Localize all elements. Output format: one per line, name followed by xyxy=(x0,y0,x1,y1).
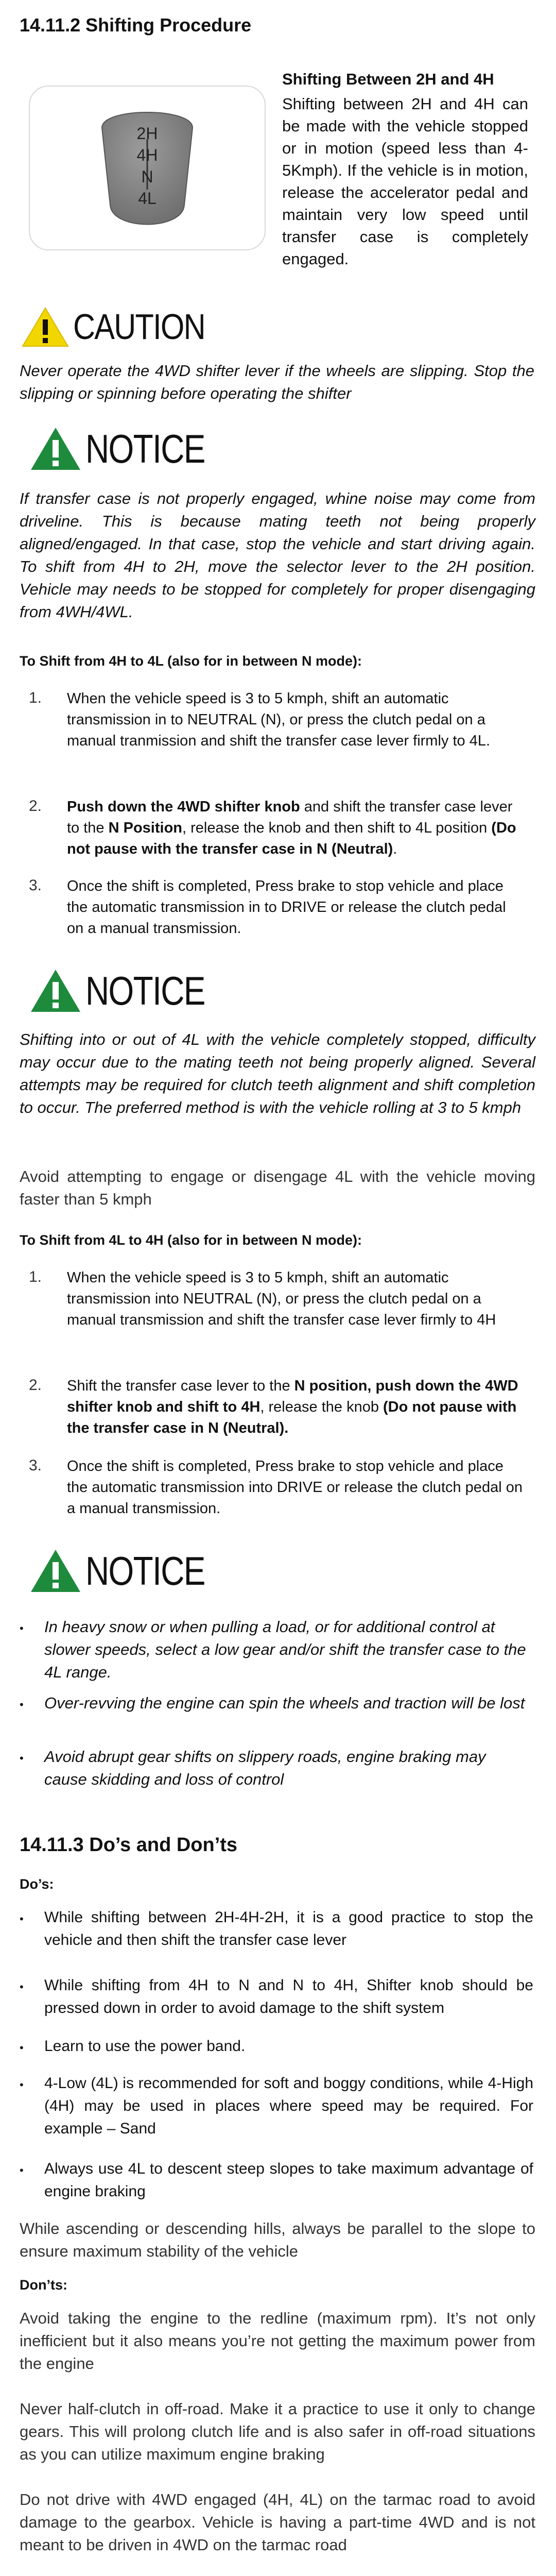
step-bold: (Do not pause with the transfer case in N (Neutral) xyxy=(67,820,516,857)
step-text: Push down the 4WD shifter knob and shift the transfer case lever to the N Position, release the knob and then shift to 4L position (Do not pause with the transfer case in N (Neutral). xyxy=(67,799,516,857)
step-number: 3. xyxy=(29,1457,42,1474)
step-number: 2. xyxy=(29,1377,42,1394)
shifter-label: 2H xyxy=(136,124,158,143)
step-number: 1. xyxy=(29,1268,42,1285)
step-bold: N Position xyxy=(108,820,183,836)
shifter-label: 4H xyxy=(136,146,158,164)
notice-warning-icon xyxy=(29,426,82,472)
dos-item: Learn to use the power band. xyxy=(44,2038,246,2055)
shifter-illustration xyxy=(29,86,266,250)
step-text: Once the shift is completed, Press brake to stop vehicle and place the automatic transmission in to DRIVE or release the clutch pedal on a manual transmission. xyxy=(67,878,506,937)
bullet-icon: • xyxy=(20,1698,24,1711)
step-bold: Push down the 4WD shifter knob xyxy=(67,799,300,815)
step-number: 1. xyxy=(29,689,42,706)
dos-item: While shifting from 4H to N and N to 4H, Shifter knob should be pressed down in order to avoid damage to the shift system xyxy=(44,1977,533,2016)
caution-heading xyxy=(21,306,70,351)
step-bold: (Do not pause with the transfer case in N (Neutral). xyxy=(67,1399,517,1436)
notice-word: NOTICE xyxy=(85,426,205,471)
shifter-label: N xyxy=(141,167,153,186)
step-text: Shift the transfer case lever to the N position, push down the 4WD shifter knob and shift to 4H, release the knob (Do not pause with the transfer case in N (Neutral). xyxy=(67,1378,518,1436)
sidebar-title: Shifting Between 2H and 4H xyxy=(282,70,494,88)
donts-heading: Don’ts: xyxy=(20,2277,67,2293)
bullet-icon: • xyxy=(20,2164,24,2177)
donts-para: Never half-clutch in off-road. Make it a practice to use it only to change gears. This will prolong clutch life and is also safer in off-road situations as you can utilize maximum engine braking xyxy=(20,2400,535,2463)
donts-para: Do not drive with 4WD engaged (4H, 4L) on the tarmac road to avoid damage to the gearbox. Vehicle is having a part-time 4WD and is not meant to be driven in 4WD on the tarmac road xyxy=(20,2490,535,2554)
bullet-icon: • xyxy=(20,2078,24,2091)
bullet-icon: • xyxy=(20,1912,24,1925)
bullet-icon: • xyxy=(20,1980,24,1993)
notice-warning-icon xyxy=(29,1548,82,1594)
notice-text: If transfer case is not properly engaged, whine noise may come from driveline. This is because mating teeth not being properly aligned/engaged. In that case, stop the vehicle and start driving again. To shift from 4H to 2H, move the selector lever to the 2H position. Vehicle may needs to be stopped for completely for proper disengaging from 4WH/4WL. xyxy=(20,489,535,621)
bullet-icon: • xyxy=(20,1752,24,1765)
dos-donts-title: 14.11.3 Do’s and Don’ts xyxy=(20,1834,238,1856)
shifter-label: 4L xyxy=(138,189,157,208)
bullet-icon: • xyxy=(20,2041,24,2054)
step-bold: N position, push down the 4WD shifter knob and shift to 4H xyxy=(67,1378,518,1415)
caution-triangle-icon xyxy=(21,306,70,348)
step-text: When the vehicle speed is 3 to 5 kmph, shift an automatic transmission into NEUTRAL (N), or press the clutch pedal on a manual transmission and shift the transfer case lever firmly to 4H xyxy=(67,1269,496,1328)
subheading-4h-to-4l: To Shift from 4H to 4L (also for in between N mode): xyxy=(20,653,362,669)
notice-text: Shifting into or out of 4L with the vehicle completely stopped, difficulty may occur due to the mating teeth not being properly aligned. Several attempts may be required for clutch teeth alignment and shift completion to occur. The preferred method is with the vehicle rolling at 3 to 5 kmph xyxy=(20,1030,535,1116)
notice-plain-text: Avoid attempting to engage or disengage 4L with the vehicle moving faster than 5 kmph xyxy=(20,1167,535,1208)
caution-text: Never operate the 4WD shifter lever if the wheels are slipping. Stop the slipping or spinning before operating the shifter xyxy=(20,362,534,402)
notice-warning-icon xyxy=(29,968,82,1014)
notice-bullet: Over-revving the engine can spin the wheels and traction will be lost xyxy=(44,1694,525,1712)
notice-word: NOTICE xyxy=(85,1548,205,1594)
step-text: When the vehicle speed is 3 to 5 kmph, shift an automatic transmission in to NEUTRAL (N), or press the clutch pedal on a manual tranmission and shift the transfer case lever firmly to 4L. xyxy=(67,690,491,749)
dos-item: 4-Low (4L) is recommended for soft and boggy conditions, while 4-High (4H) may be used in places where speed may be required. For example – Sand xyxy=(44,2075,533,2137)
notice-bullet: In heavy snow or when pulling a load, or for additional control at slower speeds, select a low gear and/or shift the transfer case to the 4L range. xyxy=(44,1618,526,1681)
bullet-icon: • xyxy=(20,1622,24,1635)
dos-item: Always use 4L to descent steep slopes to take maximum advantage of engine braking xyxy=(44,2160,533,2200)
subheading-4l-to-4h: To Shift from 4L to 4H (also for in between N mode): xyxy=(20,1232,362,1248)
step-number: 3. xyxy=(29,877,42,894)
dos-item: While shifting between 2H-4H-2H, it is a good practice to stop the vehicle and then shift the transfer case lever xyxy=(44,1909,533,1948)
sidebar-body: Shifting between 2H and 4H can be made with the vehicle stopped or in motion (speed less than 4-5Kmph). If the vehicle is in motion, release the accelerator pedal and maintain very low speed until transfer case is completely engaged. xyxy=(282,95,528,268)
step-number: 2. xyxy=(29,798,42,815)
notice-word: NOTICE xyxy=(85,968,205,1013)
dos-after-text: While ascending or descending hills, always be parallel to the slope to ensure maximum stability of the vehicle xyxy=(20,2219,535,2260)
section-title: 14.11.2 Shifting Procedure xyxy=(20,14,252,36)
caution-word: CAUTION xyxy=(73,307,205,347)
dos-heading: Do’s: xyxy=(20,1876,54,1892)
donts-para: Avoid taking the engine to the redline (maximum rpm). It’s not only inefficient but it also means you’re not getting the maximum power from the engine xyxy=(20,2309,535,2372)
step-text: Once the shift is completed, Press brake to stop vehicle and place the automatic transmission into DRIVE or release the clutch pedal on a manual transmission. xyxy=(67,1458,523,1517)
notice-bullet: Avoid abrupt gear shifts on slippery roads, engine braking may cause skidding and loss of control xyxy=(44,1748,486,1788)
